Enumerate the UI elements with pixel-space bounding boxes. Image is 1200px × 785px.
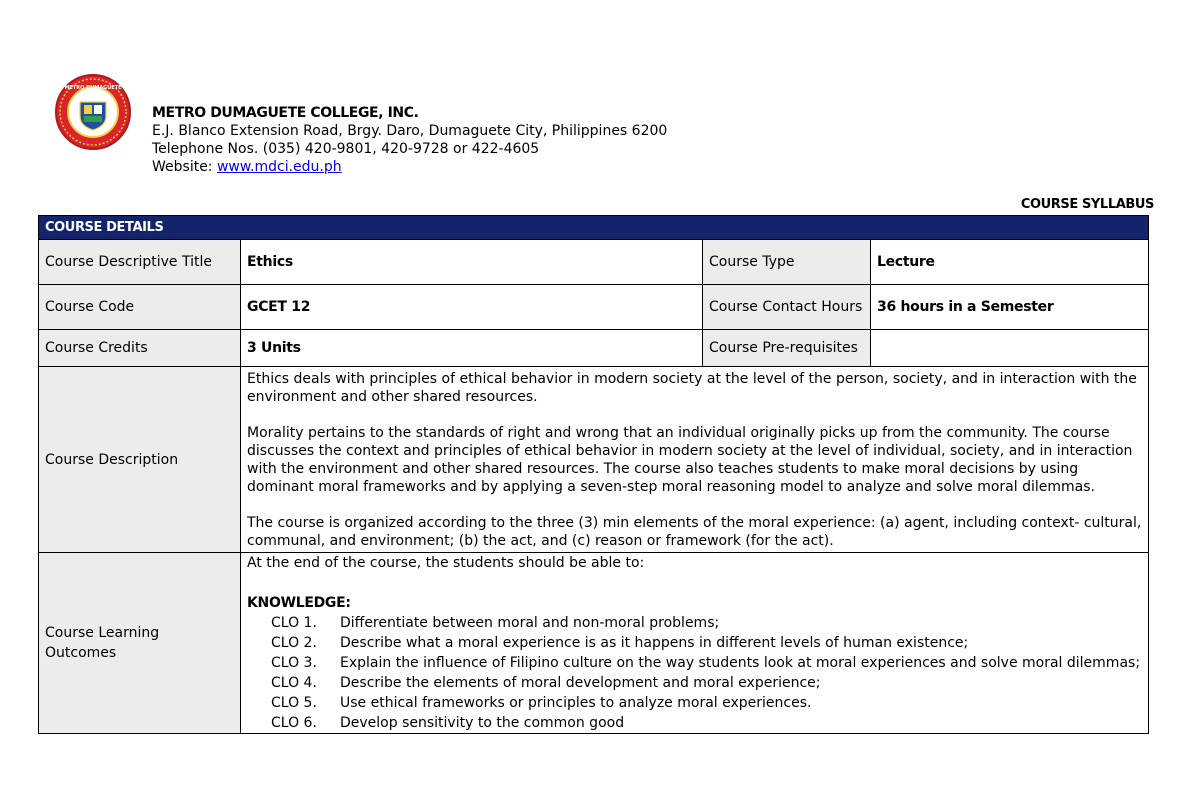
description-paragraph: Ethics deals with principles of ethical behavior in modern society at the level of the person, society, and in interaction with the environment and other shared resources. (247, 370, 1137, 405)
description-label: Course Description (39, 367, 241, 553)
school-website (152, 158, 667, 176)
clo-code: CLO 4. (271, 675, 317, 691)
list-item (247, 713, 1142, 733)
clo-text: Describe the elements of moral development and moral experience; (340, 675, 821, 691)
course-code-label: Course Code (39, 285, 241, 330)
clo-code: CLO 1. (271, 615, 317, 631)
list-item (247, 653, 1142, 673)
svg-text:METRO DUMAGUETE: METRO DUMAGUETE (64, 85, 122, 91)
clo-text: Develop sensitivity to the common good (340, 715, 625, 731)
credits-value: 3 Units (241, 330, 703, 367)
document-type-title: COURSE SYLLABUS (1020, 197, 1154, 212)
clo-text: Explain the influence of Filipino culture on the way students look at moral experiences and solve moral dilemmas; (340, 655, 1141, 671)
clo-code: CLO 3. (271, 655, 317, 671)
college-seal-logo (54, 68, 132, 156)
clo-text: Use ethical frameworks or principles to analyze moral experiences. (340, 695, 812, 711)
knowledge-heading: KNOWLEDGE: (247, 595, 351, 611)
school-telephone: Telephone Nos. (035) 420-9801, 420-9728 or 422-4605 (152, 141, 540, 157)
website-link[interactable]: www.mdci.edu.ph (216, 159, 342, 175)
school-address: E.J. Blanco Extension Road, Brgy. Daro, Dumaguete City, Philippines 6200 (152, 123, 668, 139)
credits-label: Course Credits (39, 330, 241, 367)
clo-text: Differentiate between moral and non-moral problems; (340, 615, 720, 631)
description-paragraph: The course is organized according to the three (3) min elements of the moral experience: (a) agent, including context- cultural, communal, and environment; (b) the act, and (c) reason or framework (for the act). (247, 514, 1142, 549)
outcomes-label: Course Learning Outcomes (39, 553, 241, 734)
clo-code: CLO 5. (271, 695, 317, 711)
list-item (247, 633, 1142, 653)
clo-code: CLO 6. (271, 715, 317, 731)
descriptive-title-label: Course Descriptive Title (39, 240, 241, 285)
clo-text: Describe what a moral experience is as it happens in different levels of human existence; (340, 635, 969, 651)
school-name: METRO DUMAGUETE COLLEGE, INC. (152, 105, 419, 121)
outcomes-value (241, 553, 1149, 734)
contact-hours-label: Course Contact Hours (703, 285, 871, 330)
list-item (247, 613, 1142, 633)
clo-code: CLO 2. (271, 635, 317, 651)
course-code-value: GCET 12 (241, 285, 703, 330)
contact-hours-value: 36 hours in a Semester (871, 285, 1149, 330)
description-value (241, 367, 1149, 553)
course-type-value: Lecture (871, 240, 1149, 285)
course-type-label: Course Type (703, 240, 871, 285)
list-item (247, 673, 1142, 693)
outcomes-intro: At the end of the course, the students should be able to: (247, 555, 645, 571)
prerequisites-label: Course Pre-requisites (703, 330, 871, 367)
course-details-table (38, 215, 1149, 734)
prerequisites-value (871, 330, 1149, 367)
description-paragraph: Morality pertains to the standards of right and wrong that an individual originally picks up from the community. The course discusses the context and principles of ethical behavior in modern society at the level of individual, society, and in interaction with the environment and other shared resources. The course also teaches students to make moral decisions by using dominant moral frameworks and by applying a seven-step moral reasoning model to analyze and solve moral dilemmas. (247, 424, 1133, 495)
website-label: Website: (152, 159, 217, 175)
course-details-heading: COURSE DETAILS (39, 216, 1149, 240)
list-item (247, 693, 1142, 713)
descriptive-title-value: Ethics (241, 240, 703, 285)
school-header (152, 104, 667, 176)
